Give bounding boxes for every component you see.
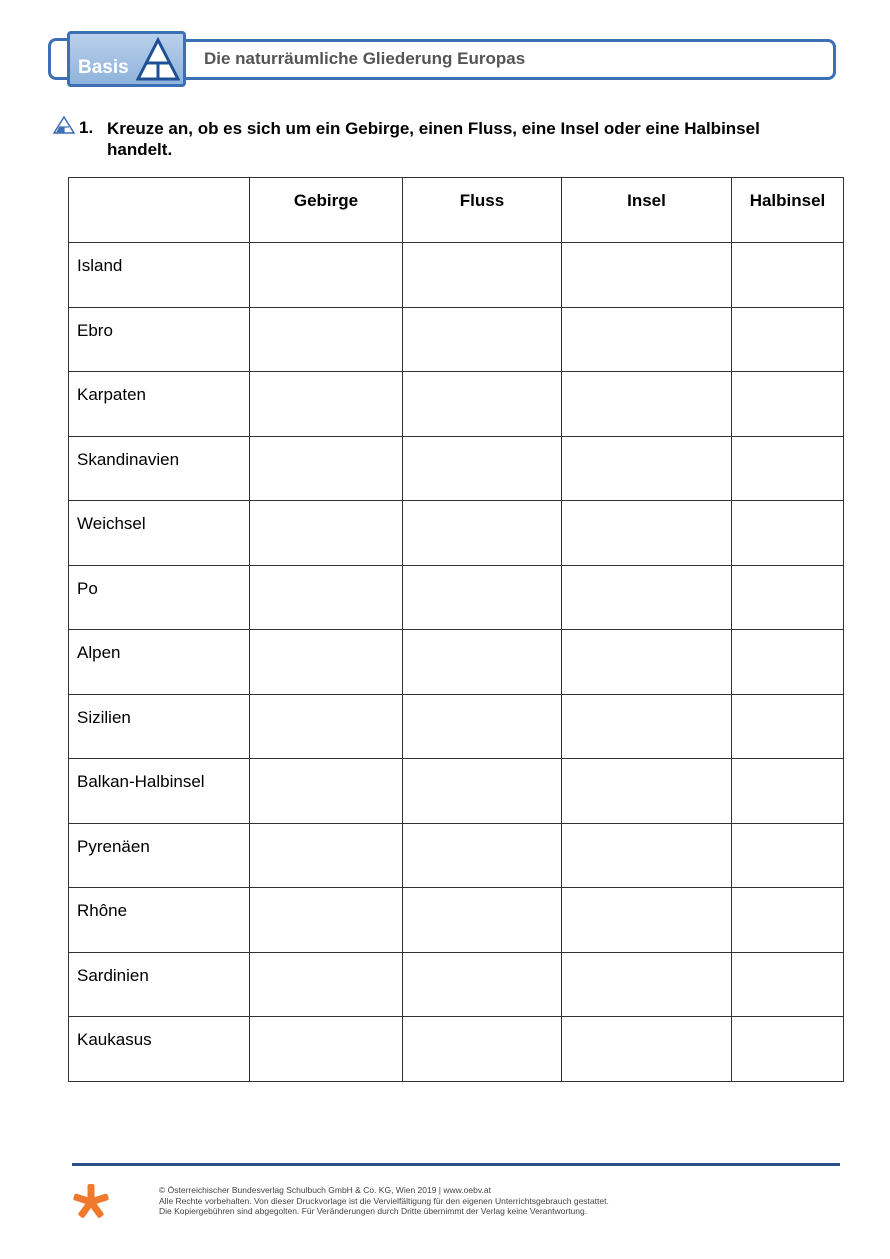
header-cell-halbinsel: Halbinsel [732, 178, 844, 243]
checkbox-cell-gebirge[interactable] [250, 565, 403, 630]
row-label: Weichsel [69, 501, 250, 566]
footer-line-2: Alle Rechte vorbehalten. Von dieser Druckvorlage ist die Vervielfältigung für den eigenen Unterrichtsgebrauch gestattet. [159, 1195, 609, 1206]
checkbox-cell-gebirge[interactable] [250, 630, 403, 695]
header-cell-insel: Insel [562, 178, 732, 243]
checkbox-cell-insel[interactable] [562, 372, 732, 437]
checkbox-cell-insel[interactable] [562, 565, 732, 630]
checkbox-cell-halbinsel[interactable] [732, 565, 844, 630]
row-label: Alpen [69, 630, 250, 695]
checkbox-cell-halbinsel[interactable] [732, 307, 844, 372]
checkbox-cell-halbinsel[interactable] [732, 243, 844, 308]
header-cell-empty [69, 178, 250, 243]
checkbox-cell-insel[interactable] [562, 307, 732, 372]
row-label: Sizilien [69, 694, 250, 759]
table-row [69, 694, 844, 759]
checkbox-cell-halbinsel[interactable] [732, 823, 844, 888]
header-cell-fluss: Fluss [403, 178, 562, 243]
checkbox-cell-halbinsel[interactable] [732, 888, 844, 953]
table-row [69, 565, 844, 630]
row-label: Skandinavien [69, 436, 250, 501]
checkbox-cell-gebirge[interactable] [250, 888, 403, 953]
table-row [69, 243, 844, 308]
checkbox-cell-fluss[interactable] [403, 888, 562, 953]
header-cell-gebirge: Gebirge [250, 178, 403, 243]
row-label: Ebro [69, 307, 250, 372]
checkbox-cell-gebirge[interactable] [250, 501, 403, 566]
task-instruction: Kreuze an, ob es sich um ein Gebirge, einen Fluss, eine Insel oder eine Halbinsel handelt. [107, 119, 760, 159]
checkbox-cell-fluss[interactable] [403, 307, 562, 372]
checkbox-cell-gebirge[interactable] [250, 694, 403, 759]
table-header-row [69, 178, 844, 243]
checkbox-cell-fluss[interactable] [403, 1017, 562, 1082]
checkbox-cell-fluss[interactable] [403, 759, 562, 824]
checkbox-cell-halbinsel[interactable] [732, 1017, 844, 1082]
row-label: Kaukasus [69, 1017, 250, 1082]
checkbox-cell-gebirge[interactable] [250, 243, 403, 308]
level-triangle-icon [53, 116, 75, 139]
checkbox-cell-fluss[interactable] [403, 630, 562, 695]
checkbox-cell-halbinsel[interactable] [732, 372, 844, 437]
checkbox-cell-halbinsel[interactable] [732, 630, 844, 695]
footer-line-1: © Österreichischer Bundesverlag Schulbuch GmbH & Co. KG, Wien 2019 | www.oebv.at [159, 1185, 491, 1195]
checkbox-cell-fluss[interactable] [403, 436, 562, 501]
checkbox-cell-halbinsel[interactable] [732, 694, 844, 759]
checkbox-cell-halbinsel[interactable] [732, 759, 844, 824]
checkbox-cell-halbinsel[interactable] [732, 952, 844, 1017]
checkbox-cell-gebirge[interactable] [250, 307, 403, 372]
checkbox-cell-gebirge[interactable] [250, 952, 403, 1017]
checkbox-cell-insel[interactable] [562, 694, 732, 759]
classification-table [68, 177, 844, 1082]
checkbox-cell-gebirge[interactable] [250, 823, 403, 888]
checkbox-cell-fluss[interactable] [403, 243, 562, 308]
oebv-star-logo-icon [72, 1183, 110, 1226]
footer-copyright [159, 1185, 609, 1217]
table-row [69, 823, 844, 888]
checkbox-cell-insel[interactable] [562, 759, 732, 824]
checkbox-cell-insel[interactable] [562, 630, 732, 695]
table-row [69, 759, 844, 824]
row-label: Rhône [69, 888, 250, 953]
checkbox-cell-gebirge[interactable] [250, 372, 403, 437]
row-label: Balkan-Halbinsel [69, 759, 250, 824]
checkbox-cell-insel[interactable] [562, 823, 732, 888]
checkbox-cell-gebirge[interactable] [250, 436, 403, 501]
checkbox-cell-insel[interactable] [562, 243, 732, 308]
checkbox-cell-insel[interactable] [562, 436, 732, 501]
table-row [69, 630, 844, 695]
checkbox-cell-halbinsel[interactable] [732, 501, 844, 566]
footer-line-3: Die Kopiergebühren sind abgegolten. Für Veränderungen durch Dritte übernimmt der Verlag keine Verantwortung. [159, 1206, 588, 1216]
table-row [69, 372, 844, 437]
table-row [69, 307, 844, 372]
task-number: 1. [79, 118, 94, 137]
checkbox-cell-gebirge[interactable] [250, 759, 403, 824]
checkbox-cell-fluss[interactable] [403, 823, 562, 888]
checkbox-cell-insel[interactable] [562, 952, 732, 1017]
row-label: Po [69, 565, 250, 630]
table-row [69, 952, 844, 1017]
checkbox-cell-fluss[interactable] [403, 952, 562, 1017]
footer-divider [72, 1163, 840, 1166]
basis-label: Basis [78, 57, 129, 78]
checkbox-cell-halbinsel[interactable] [732, 436, 844, 501]
checkbox-cell-insel[interactable] [562, 1017, 732, 1082]
checkbox-cell-insel[interactable] [562, 888, 732, 953]
row-label: Pyrenäen [69, 823, 250, 888]
row-label: Sardinien [69, 952, 250, 1017]
table-row [69, 501, 844, 566]
table-row [69, 888, 844, 953]
basis-badge [67, 31, 186, 87]
level-pyramid-icon [136, 37, 180, 82]
checkbox-cell-fluss[interactable] [403, 565, 562, 630]
checkbox-cell-fluss[interactable] [403, 372, 562, 437]
row-label: Island [69, 243, 250, 308]
checkbox-cell-fluss[interactable] [403, 694, 562, 759]
page-title: Die naturräumliche Gliederung Europas [204, 49, 526, 68]
checkbox-cell-insel[interactable] [562, 501, 732, 566]
table-row [69, 1017, 844, 1082]
row-label: Karpaten [69, 372, 250, 437]
checkbox-cell-fluss[interactable] [403, 501, 562, 566]
checkbox-cell-gebirge[interactable] [250, 1017, 403, 1082]
table-row [69, 436, 844, 501]
